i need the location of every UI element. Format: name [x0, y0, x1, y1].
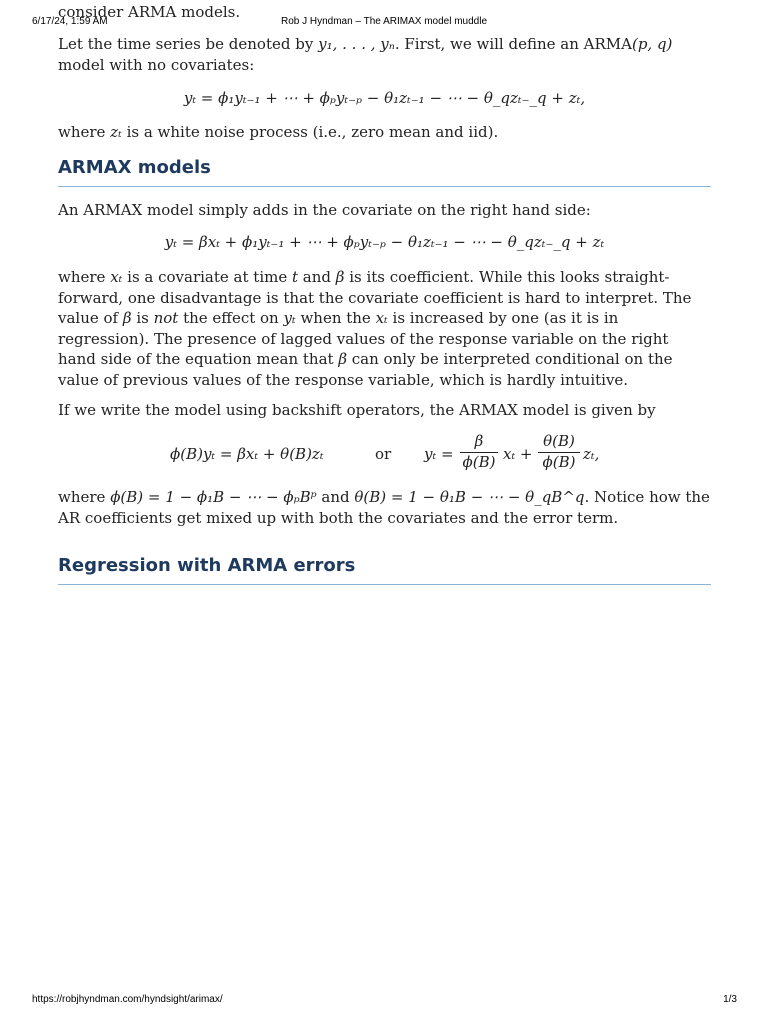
text-span: and — [298, 268, 336, 286]
fraction-numerator: β — [460, 432, 498, 453]
math-span: β — [122, 309, 132, 327]
cutoff-text-line: consider ARMA models. — [58, 3, 241, 21]
text-span: the effect on — [178, 309, 284, 327]
text-span: where — [58, 488, 111, 506]
armax-intro-paragraph: An ARMAX model simply adds in the covariate on the right hand side: — [58, 201, 591, 219]
backshift-equation — [170, 432, 610, 476]
phi-polynomial: ϕ(B) = 1 − ϕ₁B − ⋯ − ϕₚBᵖ — [110, 488, 317, 506]
fraction-denominator: ϕ(B) — [462, 453, 496, 471]
intro-text-3: model with no covariates: — [58, 55, 255, 74]
print-page-title: Rob J Hyndman – The ARIMAX model muddle — [280, 16, 488, 27]
backshift-equation-left: ϕ(B)yₜ = βxₜ + θ(B)zₜ — [170, 445, 324, 463]
math-span: xₜ — [375, 309, 388, 327]
noise-variable: zₜ — [110, 123, 122, 141]
text-span: when the — [295, 309, 376, 327]
intro-paragraph — [58, 34, 711, 75]
math-span: xₜ — [110, 268, 123, 286]
text-span: can only be interpreted conditional on the value of previous values of the response variable, which is hardly intuitive. — [58, 350, 673, 389]
where-text: where — [58, 123, 111, 141]
backshift-equation-right-lhs: yₜ = — [424, 445, 454, 463]
print-footer — [0, 994, 768, 1008]
armax-equation: yₜ = βxₜ + ϕ₁yₜ₋₁ + ⋯ + ϕₚyₜ₋ₚ − θ₁zₜ₋₁ − ⋯ − θ_qzₜ₋_q + zₜ — [164, 233, 605, 251]
backshift-equation-tail: zₜ, — [583, 445, 600, 463]
where-text-2: is a white noise process (i.e., zero mean and iid). — [121, 123, 499, 141]
white-noise-paragraph — [58, 122, 711, 143]
print-url: https://robjhyndman.com/hyndsight/arimax/ — [32, 994, 223, 1005]
text-span: . Notice how the AR coefficients get mixed up with both the covariates and the error term. — [58, 488, 710, 527]
covariate-explanation-paragraph — [58, 267, 711, 390]
regression-arma-errors-heading: Regression with ARMA errors — [58, 555, 711, 585]
math-span: yₜ — [283, 309, 296, 327]
math-span: β — [338, 350, 347, 368]
equation-or-word: or — [375, 445, 392, 463]
math-span: t — [291, 268, 299, 286]
text-span: is a covariate at time — [122, 268, 292, 286]
text-span: is — [131, 309, 154, 327]
emphasis-not: not — [153, 309, 179, 327]
fraction-beta-over-phi — [460, 432, 498, 473]
text-span: is increased by one (as it is in regression). The presence of lagged values of the response variable on the right hand side of the equation mean that — [58, 309, 669, 368]
theta-polynomial: θ(B) = 1 − θ₁B − ⋯ − θ_qB^q — [354, 488, 585, 506]
fraction-numerator: θ(B) — [538, 432, 580, 453]
armax-section-heading: ARMAX models — [58, 157, 711, 187]
print-page-number: 1/3 — [723, 994, 737, 1005]
text-span: is its coefficient. While this looks straight-forward, one disadvantage is that the covariate coefficient is hard to interpret. The value of — [58, 268, 692, 327]
intro-text-2: . First, we will define an ARMA — [394, 35, 632, 53]
intro-text: Let the time series be denoted by — [58, 35, 319, 53]
backshift-equation-mid: xₜ + — [503, 445, 533, 463]
backshift-intro-paragraph: If we write the model using backshift operators, the ARMAX model is given by — [58, 401, 656, 419]
series-notation: y₁, . . . , yₙ — [318, 35, 395, 53]
arma-equation: yₜ = ϕ₁yₜ₋₁ + ⋯ + ϕₚyₜ₋ₚ − θ₁zₜ₋₁ − ⋯ − θ_qzₜ₋_q + zₜ, — [183, 89, 586, 107]
fraction-theta-over-phi — [538, 432, 580, 473]
backshift-explanation-paragraph — [58, 487, 711, 528]
arma-order: (p, q) — [631, 35, 673, 53]
print-datetime: 6/17/24, 1:59 AM — [32, 16, 108, 27]
text-span: where — [58, 268, 111, 286]
text-span: and — [316, 488, 355, 506]
fraction-denominator: ϕ(B) — [542, 453, 576, 471]
math-span: β — [335, 268, 345, 286]
